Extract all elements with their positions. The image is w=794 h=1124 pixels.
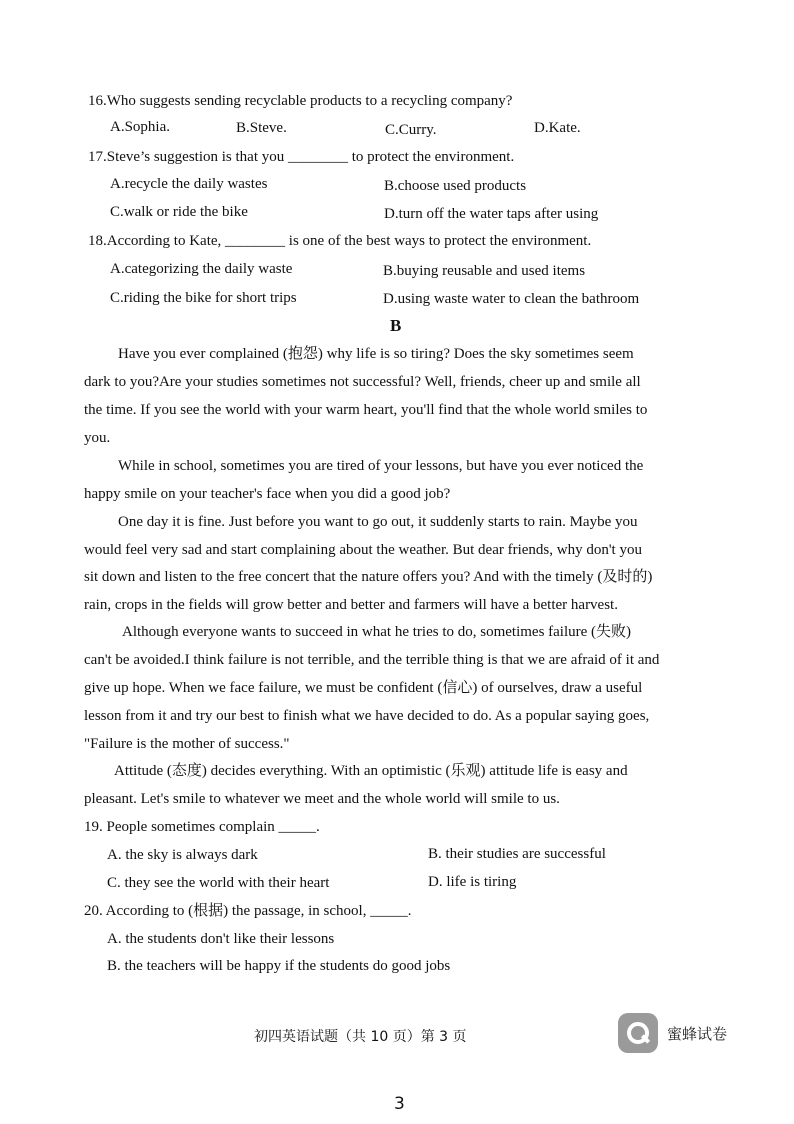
passage-line: One day it is fine. Just before you want to go out, it suddenly starts to rain. Maybe you [118, 514, 638, 530]
passage-line: the time. If you see the world with your warm heart, you'll find that the whole world smiles to [84, 402, 648, 418]
passage-line: you. [84, 430, 111, 446]
question-19-option-c: C. they see the world with their heart [107, 875, 330, 891]
passage-line: pleasant. Let's smile to whatever we meet and the whole world will smile to us. [84, 791, 560, 807]
question-18-option-b: B.buying reusable and used items [383, 263, 586, 279]
question-18-stem: 18.According to Kate, ________ is one of the best ways to protect the environment. [88, 233, 592, 249]
q-logo-icon [618, 1013, 658, 1053]
passage-line: can't be avoided.I think failure is not terrible, and the terrible thing is that we are afraid of it and [84, 652, 660, 668]
question-19-option-d: D. life is tiring [428, 874, 517, 890]
question-17-option-d: D.turn off the water taps after using [384, 206, 599, 222]
page-number: 3 [394, 1094, 405, 1114]
question-16-option-b: B.Steve. [236, 120, 287, 136]
passage-line: Have you ever complained (抱怨) why life is so tiring? Does the sky sometimes seem [118, 346, 634, 362]
question-18-option-d: D.using waste water to clean the bathroom [383, 291, 640, 307]
question-19-option-b: B. their studies are successful [428, 846, 606, 862]
page-footer: 初四英语试题（共 10 页）第 3 页 [254, 1029, 467, 1045]
question-20-option-a: A. the students don't like their lessons [107, 931, 335, 947]
question-20-stem: 20. According to (根据) the passage, in school, _____. [84, 903, 412, 919]
question-16-option-a: A.Sophia. [110, 119, 170, 135]
passage-line: sit down and listen to the free concert that the nature offers you? And with the timely (及时的) [84, 569, 653, 585]
question-17-option-c: C.walk or ride the bike [110, 204, 248, 220]
question-19-stem: 19. People sometimes complain _____. [84, 819, 320, 835]
question-16-option-c: C.Curry. [385, 122, 437, 138]
question-20-option-b: B. the teachers will be happy if the students do good jobs [107, 958, 451, 974]
question-18-option-a: A.categorizing the daily waste [110, 261, 293, 277]
passage-line: "Failure is the mother of success." [84, 736, 290, 752]
passage-line: rain, crops in the fields will grow better and better and farmers will have a better harvest. [84, 597, 618, 613]
question-17-option-b: B.choose used products [384, 178, 527, 194]
passage-line: dark to you?Are your studies sometimes not successful? Well, friends, cheer up and smile all [84, 374, 641, 390]
question-19-option-a: A. the sky is always dark [107, 847, 258, 863]
question-17-stem: 17.Steve’s suggestion is that you ________ to protect the environment. [88, 149, 515, 165]
passage-line: give up hope. When we face failure, we must be confident (信心) of ourselves, draw a useful [84, 680, 643, 696]
passage-line: Attitude (态度) decides everything. With an optimistic (乐观) attitude life is easy and [114, 763, 628, 779]
passage-line: happy smile on your teacher's face when you did a good job? [84, 486, 451, 502]
section-title: B [390, 316, 402, 335]
question-17-option-a: A.recycle the daily wastes [110, 176, 268, 192]
brand-label: 蜜蜂试卷 [667, 1025, 728, 1043]
passage-line: While in school, sometimes you are tired of your lessons, but have you ever noticed the [118, 458, 644, 474]
passage-line: Although everyone wants to succeed in what he tries to do, sometimes failure (失败) [122, 624, 632, 640]
question-16-option-d: D.Kate. [534, 120, 581, 136]
question-18-option-c: C.riding the bike for short trips [110, 290, 297, 306]
passage-line: would feel very sad and start complaining about the weather. But dear friends, why don't you [84, 542, 642, 558]
question-16-stem: 16.Who suggests sending recyclable products to a recycling company? [88, 93, 513, 109]
passage-line: lesson from it and try our best to finish what we have decided to do. As a popular saying goes, [84, 708, 650, 724]
